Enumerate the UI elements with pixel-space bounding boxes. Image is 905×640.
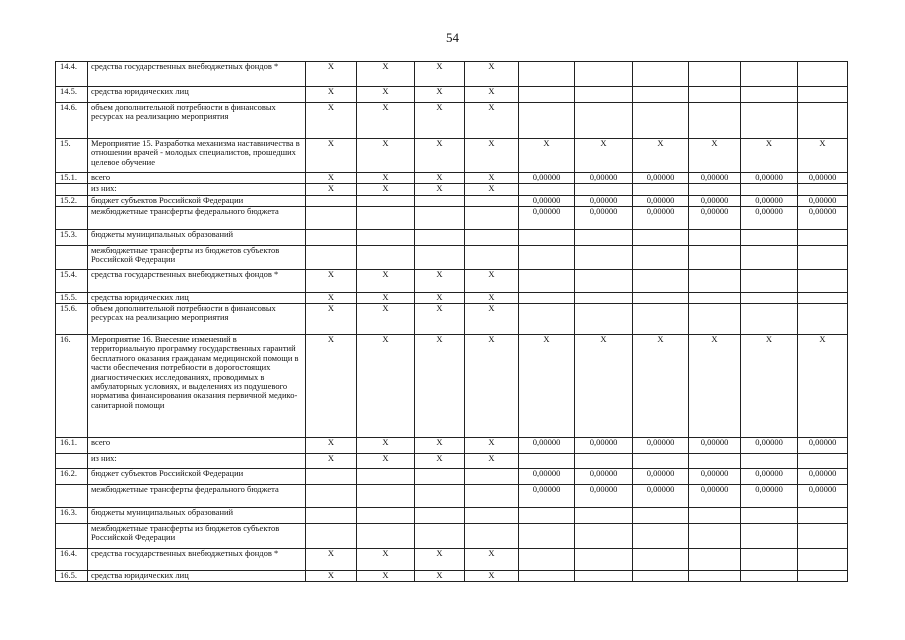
row-number-cell: 15.3.: [56, 230, 88, 246]
x-cell: Х: [306, 549, 357, 571]
table-row: [56, 207, 848, 230]
x-cell: [306, 508, 357, 524]
x-cell: Х: [357, 304, 415, 335]
x-cell: Х: [357, 335, 415, 438]
value-cell: Х: [689, 139, 741, 173]
x-cell: [306, 524, 357, 549]
x-cell: Х: [357, 62, 415, 87]
row-label-cell: объем дополнительной потребности в финансовых ресурсах на реализацию мероприятия: [88, 103, 306, 139]
x-cell: Х: [306, 571, 357, 582]
x-cell: [465, 196, 519, 207]
value-cell: [741, 454, 798, 469]
value-cell: [798, 454, 848, 469]
row-number-cell: [56, 207, 88, 230]
row-label-cell: бюджеты муниципальных образований: [88, 508, 306, 524]
x-cell: Х: [306, 62, 357, 87]
x-cell: Х: [415, 103, 465, 139]
table-row: [56, 246, 848, 270]
value-cell: [575, 549, 633, 571]
x-cell: Х: [465, 62, 519, 87]
row-number-cell: 16.5.: [56, 571, 88, 582]
x-cell: [357, 524, 415, 549]
x-cell: Х: [415, 173, 465, 184]
x-cell: Х: [465, 293, 519, 304]
value-cell: [689, 87, 741, 103]
value-cell: Х: [798, 139, 848, 173]
value-cell: [575, 524, 633, 549]
value-cell: 0,00000: [689, 469, 741, 485]
value-cell: [633, 571, 689, 582]
x-cell: [357, 485, 415, 508]
value-cell: [519, 87, 575, 103]
x-cell: [465, 246, 519, 270]
value-cell: [741, 87, 798, 103]
table-row: [56, 173, 848, 184]
row-number-cell: [56, 246, 88, 270]
row-label-cell: средства юридических лиц: [88, 87, 306, 103]
x-cell: Х: [465, 139, 519, 173]
page-number: 54: [446, 30, 459, 45]
value-cell: 0,00000: [798, 173, 848, 184]
value-cell: [519, 454, 575, 469]
row-label-cell: всего: [88, 173, 306, 184]
value-cell: [798, 549, 848, 571]
value-cell: Х: [519, 139, 575, 173]
x-cell: Х: [465, 270, 519, 293]
table-row: [56, 438, 848, 454]
value-cell: [519, 508, 575, 524]
row-number-cell: 15.1.: [56, 173, 88, 184]
x-cell: Х: [357, 173, 415, 184]
row-number-cell: 15.5.: [56, 293, 88, 304]
value-cell: [741, 62, 798, 87]
value-cell: [633, 230, 689, 246]
value-cell: [798, 246, 848, 270]
value-cell: Х: [798, 335, 848, 438]
x-cell: [465, 508, 519, 524]
value-cell: Х: [575, 139, 633, 173]
value-cell: 0,00000: [741, 207, 798, 230]
table-row: [56, 524, 848, 549]
x-cell: Х: [357, 438, 415, 454]
value-cell: 0,00000: [741, 469, 798, 485]
value-cell: [689, 571, 741, 582]
value-cell: [519, 270, 575, 293]
x-cell: Х: [415, 304, 465, 335]
row-label-cell: бюджеты муниципальных образований: [88, 230, 306, 246]
table-row: [56, 508, 848, 524]
value-cell: 0,00000: [741, 438, 798, 454]
value-cell: 0,00000: [798, 207, 848, 230]
x-cell: [306, 469, 357, 485]
row-number-cell: 16.: [56, 335, 88, 438]
value-cell: [519, 230, 575, 246]
value-cell: [798, 230, 848, 246]
row-number-cell: 15.4.: [56, 270, 88, 293]
row-number-cell: 15.6.: [56, 304, 88, 335]
value-cell: 0,00000: [633, 196, 689, 207]
value-cell: [519, 62, 575, 87]
x-cell: Х: [357, 139, 415, 173]
row-label-cell: средства государственных внебюджетных фондов *: [88, 549, 306, 571]
x-cell: Х: [357, 549, 415, 571]
value-cell: 0,00000: [633, 438, 689, 454]
value-cell: 0,00000: [519, 207, 575, 230]
x-cell: Х: [415, 335, 465, 438]
value-cell: 0,00000: [519, 485, 575, 508]
x-cell: [415, 469, 465, 485]
value-cell: [633, 304, 689, 335]
value-cell: [519, 184, 575, 196]
x-cell: [415, 246, 465, 270]
x-cell: Х: [306, 438, 357, 454]
value-cell: [689, 270, 741, 293]
x-cell: [357, 246, 415, 270]
table-row: [56, 87, 848, 103]
value-cell: [689, 184, 741, 196]
value-cell: [689, 454, 741, 469]
value-cell: [633, 293, 689, 304]
value-cell: [689, 549, 741, 571]
x-cell: [465, 485, 519, 508]
x-cell: Х: [306, 173, 357, 184]
row-label-cell: всего: [88, 438, 306, 454]
value-cell: [519, 304, 575, 335]
value-cell: Х: [633, 139, 689, 173]
row-label-cell: средства юридических лиц: [88, 571, 306, 582]
value-cell: [741, 293, 798, 304]
x-cell: Х: [306, 454, 357, 469]
row-number-cell: 16.1.: [56, 438, 88, 454]
x-cell: Х: [415, 571, 465, 582]
x-cell: Х: [357, 293, 415, 304]
value-cell: [575, 62, 633, 87]
x-cell: Х: [415, 438, 465, 454]
row-number-cell: [56, 454, 88, 469]
row-label-cell: средства государственных внебюджетных фондов *: [88, 270, 306, 293]
x-cell: Х: [357, 454, 415, 469]
row-label-cell: Мероприятие 15. Разработка механизма наставничества в отношении врачей - молодых специалистов, прошедших целевое обучение: [88, 139, 306, 173]
value-cell: [741, 304, 798, 335]
value-cell: 0,00000: [575, 469, 633, 485]
value-cell: [519, 549, 575, 571]
x-cell: [357, 469, 415, 485]
x-cell: [415, 196, 465, 207]
x-cell: Х: [306, 139, 357, 173]
value-cell: 0,00000: [689, 207, 741, 230]
x-cell: [415, 524, 465, 549]
row-label-cell: бюджет субъектов Российской Федерации: [88, 469, 306, 485]
row-number-cell: [56, 524, 88, 549]
x-cell: [357, 230, 415, 246]
value-cell: [633, 524, 689, 549]
x-cell: Х: [415, 454, 465, 469]
x-cell: [357, 196, 415, 207]
table-row: [56, 196, 848, 207]
value-cell: [689, 304, 741, 335]
x-cell: Х: [465, 571, 519, 582]
value-cell: Х: [633, 335, 689, 438]
x-cell: [465, 207, 519, 230]
value-cell: [798, 184, 848, 196]
value-cell: [633, 549, 689, 571]
value-cell: [575, 270, 633, 293]
row-label-cell: межбюджетные трансферты федерального бюджета: [88, 207, 306, 230]
value-cell: Х: [741, 139, 798, 173]
value-cell: [575, 246, 633, 270]
x-cell: [415, 485, 465, 508]
table-row: [56, 485, 848, 508]
value-cell: [633, 270, 689, 293]
value-cell: [798, 304, 848, 335]
table-row: [56, 62, 848, 87]
row-number-cell: 16.3.: [56, 508, 88, 524]
row-label-cell: из них:: [88, 184, 306, 196]
x-cell: Х: [465, 454, 519, 469]
x-cell: Х: [306, 87, 357, 103]
row-number-cell: 16.2.: [56, 469, 88, 485]
value-cell: [633, 184, 689, 196]
row-number-cell: 15.2.: [56, 196, 88, 207]
x-cell: Х: [357, 103, 415, 139]
value-cell: [741, 246, 798, 270]
value-cell: [741, 270, 798, 293]
value-cell: [689, 246, 741, 270]
value-cell: [575, 184, 633, 196]
value-cell: 0,00000: [741, 485, 798, 508]
x-cell: Х: [306, 184, 357, 196]
x-cell: Х: [465, 304, 519, 335]
value-cell: 0,00000: [575, 196, 633, 207]
row-label-cell: бюджет субъектов Российской Федерации: [88, 196, 306, 207]
value-cell: [575, 293, 633, 304]
value-cell: [689, 508, 741, 524]
value-cell: [633, 246, 689, 270]
value-cell: 0,00000: [575, 173, 633, 184]
row-label-cell: средства юридических лиц: [88, 293, 306, 304]
value-cell: [575, 571, 633, 582]
x-cell: Х: [357, 571, 415, 582]
value-cell: [798, 293, 848, 304]
row-label-cell: из них:: [88, 454, 306, 469]
row-label-cell: межбюджетные трансферты из бюджетов субъектов Российской Федерации: [88, 246, 306, 270]
value-cell: [689, 293, 741, 304]
table-row: [56, 270, 848, 293]
value-cell: Х: [575, 335, 633, 438]
x-cell: Х: [465, 87, 519, 103]
row-number-cell: 14.4.: [56, 62, 88, 87]
x-cell: [465, 469, 519, 485]
value-cell: [741, 524, 798, 549]
x-cell: [415, 508, 465, 524]
x-cell: Х: [415, 293, 465, 304]
value-cell: [741, 571, 798, 582]
table-row: [56, 293, 848, 304]
value-cell: [798, 524, 848, 549]
x-cell: Х: [465, 184, 519, 196]
row-label-cell: объем дополнительной потребности в финансовых ресурсах на реализацию мероприятия: [88, 304, 306, 335]
value-cell: 0,00000: [519, 438, 575, 454]
value-cell: [798, 270, 848, 293]
x-cell: Х: [415, 87, 465, 103]
value-cell: 0,00000: [633, 469, 689, 485]
x-cell: [357, 207, 415, 230]
x-cell: Х: [357, 270, 415, 293]
row-number-cell: 14.5.: [56, 87, 88, 103]
table-row: [56, 571, 848, 582]
value-cell: [689, 230, 741, 246]
table-row: [56, 549, 848, 571]
value-cell: 0,00000: [633, 173, 689, 184]
row-number-cell: [56, 184, 88, 196]
x-cell: [465, 524, 519, 549]
value-cell: 0,00000: [575, 207, 633, 230]
row-number-cell: 14.6.: [56, 103, 88, 139]
x-cell: Х: [306, 293, 357, 304]
value-cell: 0,00000: [633, 207, 689, 230]
value-cell: 0,00000: [689, 173, 741, 184]
row-label-cell: Мероприятие 16. Внесение изменений в территориальную программу государственных гарантий бесплатного оказания гражданам медицинской помощи в части обеспечения потребности в дорогостоящих диагностических исследованиях, проводимых в амбулаторных условиях, и выделениях из подушевого норматива финансирования оказания первичной медико-санитарной помощи: [88, 335, 306, 438]
value-cell: [633, 454, 689, 469]
value-cell: 0,00000: [689, 438, 741, 454]
value-cell: [575, 508, 633, 524]
x-cell: Х: [306, 270, 357, 293]
row-label-cell: межбюджетные трансферты федерального бюджета: [88, 485, 306, 508]
x-cell: Х: [415, 139, 465, 173]
value-cell: [798, 571, 848, 582]
x-cell: Х: [306, 103, 357, 139]
x-cell: Х: [415, 549, 465, 571]
table-row: [56, 139, 848, 173]
value-cell: [575, 87, 633, 103]
value-cell: [519, 293, 575, 304]
value-cell: [689, 103, 741, 139]
x-cell: [306, 230, 357, 246]
x-cell: [306, 196, 357, 207]
x-cell: Х: [415, 62, 465, 87]
value-cell: [575, 304, 633, 335]
value-cell: 0,00000: [798, 438, 848, 454]
value-cell: [633, 62, 689, 87]
x-cell: [415, 230, 465, 246]
value-cell: [741, 103, 798, 139]
table-row: [56, 304, 848, 335]
x-cell: Х: [465, 173, 519, 184]
row-number-cell: [56, 485, 88, 508]
value-cell: 0,00000: [689, 196, 741, 207]
table-row: [56, 184, 848, 196]
value-cell: 0,00000: [575, 438, 633, 454]
row-label-cell: межбюджетные трансферты из бюджетов субъектов Российской Федерации: [88, 524, 306, 549]
value-cell: [519, 571, 575, 582]
value-cell: [633, 103, 689, 139]
value-cell: [741, 549, 798, 571]
table-row: [56, 454, 848, 469]
x-cell: Х: [465, 549, 519, 571]
budget-table: [55, 61, 848, 582]
x-cell: [415, 207, 465, 230]
value-cell: [519, 103, 575, 139]
x-cell: Х: [357, 184, 415, 196]
x-cell: Х: [465, 438, 519, 454]
x-cell: Х: [357, 87, 415, 103]
value-cell: [798, 62, 848, 87]
x-cell: Х: [465, 335, 519, 438]
value-cell: [633, 508, 689, 524]
value-cell: [519, 524, 575, 549]
value-cell: [741, 508, 798, 524]
value-cell: [575, 103, 633, 139]
table-row: [56, 230, 848, 246]
value-cell: 0,00000: [575, 485, 633, 508]
value-cell: [519, 246, 575, 270]
value-cell: 0,00000: [798, 485, 848, 508]
value-cell: 0,00000: [798, 196, 848, 207]
value-cell: 0,00000: [689, 485, 741, 508]
x-cell: [465, 230, 519, 246]
x-cell: [306, 485, 357, 508]
row-label-cell: средства государственных внебюджетных фондов *: [88, 62, 306, 87]
value-cell: [741, 184, 798, 196]
value-cell: 0,00000: [741, 196, 798, 207]
table-row: [56, 335, 848, 438]
value-cell: [741, 230, 798, 246]
value-cell: [798, 103, 848, 139]
x-cell: Х: [415, 184, 465, 196]
row-number-cell: 16.4.: [56, 549, 88, 571]
value-cell: Х: [741, 335, 798, 438]
row-number-cell: 15.: [56, 139, 88, 173]
x-cell: Х: [415, 270, 465, 293]
table-row: [56, 469, 848, 485]
value-cell: 0,00000: [519, 173, 575, 184]
value-cell: 0,00000: [798, 469, 848, 485]
value-cell: [689, 62, 741, 87]
x-cell: [306, 246, 357, 270]
value-cell: 0,00000: [519, 196, 575, 207]
x-cell: Х: [306, 304, 357, 335]
x-cell: [306, 207, 357, 230]
value-cell: 0,00000: [633, 485, 689, 508]
value-cell: [689, 524, 741, 549]
value-cell: [798, 508, 848, 524]
value-cell: [633, 87, 689, 103]
value-cell: [575, 230, 633, 246]
value-cell: 0,00000: [519, 469, 575, 485]
x-cell: [357, 508, 415, 524]
value-cell: [798, 87, 848, 103]
value-cell: [575, 454, 633, 469]
x-cell: Х: [306, 335, 357, 438]
value-cell: Х: [689, 335, 741, 438]
value-cell: 0,00000: [741, 173, 798, 184]
x-cell: Х: [465, 103, 519, 139]
table-row: [56, 103, 848, 139]
value-cell: Х: [519, 335, 575, 438]
